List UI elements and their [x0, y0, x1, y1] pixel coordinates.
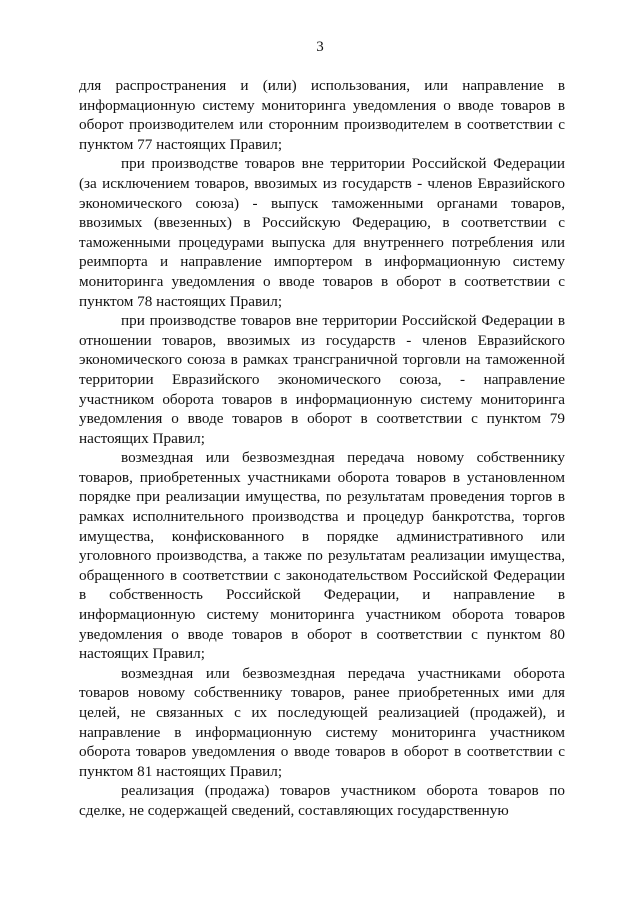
paragraph-transfer-previously-acquired: возмездная или безвозмездная передача участниками оборота товаров новому собственнику товаров, ранее приобретенных ими для целей, не связанных с их последующей реализацией (продажей), и направление в информационную систему мониторинга участником оборота товаров уведомления о вводе товаров в оборот в соответствии с пунктом 81 настоящих Правил; [79, 664, 565, 780]
paragraph-transfer-confiscated: возмездная или безвозмездная передача новому собственнику товаров, приобретенных участниками оборота товаров в установленном порядке при реализации имущества, по результатам проведения торгов в рамках исполнительного производства и процедур банкротства, торгов имущества, конфискованного в порядке административного или уголовного производства, а также по результатам реализации имущества, обращенного в соответствии с законодательством Российской Федерации в собственность Российской Федерации, и направление в информационную систему мониторинга участником оборота товаров уведомления о вводе товаров в оборот в соответствии с пунктом 80 настоящих Правил; [79, 449, 565, 663]
paragraph-eaeu-import: при производстве товаров вне территории Российской Федерации в отношении товаров, ввозимых из государств - членов Евразийского экономического союза в рамках трансграничной торговли на таможенной территории Евразийского экономического союза, - направление участником оборота товаров в информационную систему мониторинга уведомления о вводе товаров в оборот в соответствии с пунктом 79 настоящих Правил; [79, 312, 565, 447]
document-body [79, 76, 565, 821]
paragraph-sale-transaction: реализация (продажа) товаров участником оборота товаров по сделке, не содержащей сведений, составляющих государственную [79, 782, 565, 819]
paragraph-foreign-production: при производстве товаров вне территории Российской Федерации (за исключением товаров, ввозимых из государств - членов Евразийского экономического союза) - выпуск таможенными органами товаров, ввозимых (ввезенных) в Российскую Федерацию, в соответствии с таможенными процедурами выпуска для внутреннего потребления или реимпорта и направление импортером в информационную систему мониторинга уведомления о вводе товаров в оборот в соответствии с пунктом 78 настоящих Правил; [79, 155, 565, 310]
paragraph-continuation: для распространения и (или) использования, или направление в информационную систему мониторинга уведомления о вводе товаров в оборот производителем или сторонним производителем в соответствии с пунктом 77 настоящих Правил; [79, 77, 565, 153]
page-number: 3 [316, 39, 324, 55]
